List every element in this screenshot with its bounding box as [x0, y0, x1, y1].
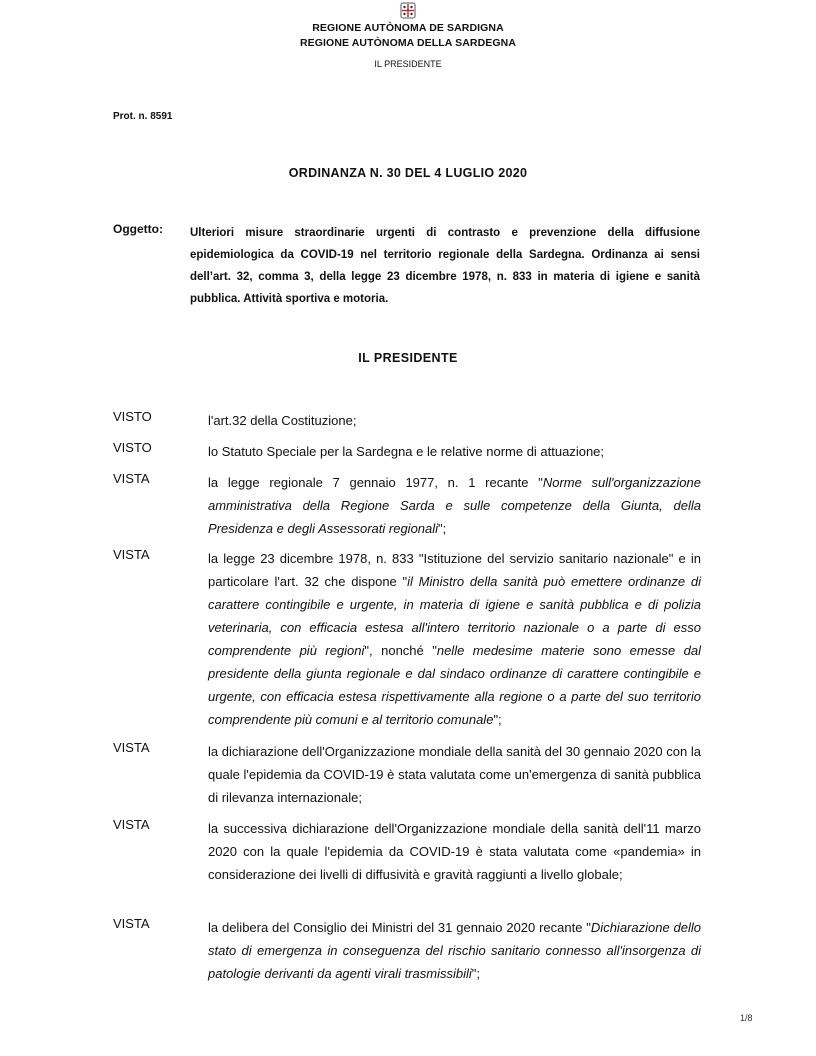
- provision-label: VISTA: [113, 471, 150, 486]
- provision-text-part: ";: [438, 521, 447, 536]
- provision-text-part: la dichiarazione dell'Organizzazione mondiale della sanità del 30 gennaio 2020 con la quale l'epidemia da COVID-19 è stata valutata come un'emergenza di sanità pubblica di rilevanza internazionale;: [208, 744, 701, 805]
- president-heading: IL PRESIDENTE: [358, 351, 458, 365]
- provision-text: [208, 817, 701, 886]
- provision-text-part: ";: [471, 966, 480, 981]
- provision-text-italic: Norme sull'organizzazione amministrativa della Regione Sarda e sulle competenze della Giunta, della Presidenza e degli Assessorati regionali: [208, 475, 701, 536]
- provision-label: VISTO: [113, 440, 152, 455]
- provision-text-italic: Dichiarazione dello stato di emergenza in conseguenza del rischio sanitario connesso all'insorgenza di patologie derivanti da agenti virali trasmissibili: [208, 920, 701, 981]
- provision-text-part: l'art.32 della Costituzione;: [208, 413, 357, 428]
- ordinance-title: ORDINANZA N. 30 DEL 4 LUGLIO 2020: [288, 166, 528, 180]
- provision-label: VISTA: [113, 916, 150, 931]
- header-office: IL PRESIDENTE: [374, 59, 442, 69]
- provision-text-italic: il Ministro della sanità può emettere ordinanze di carattere contingibile e urgente, in materia di igiene e sanità pubblica e di polizia veterinaria, con efficacia estesa all'intero territorio nazionale o a parte di esso comprendente più regioni: [208, 574, 701, 658]
- provision-text-part: ", nonché ": [364, 643, 437, 658]
- provision-text-italic: nelle medesime materie sono emesse dal presidente della giunta regionale e dal sindaco ordinanze di carattere contingibile e urgente, con efficacia estesa rispettivamente alla regione o a parte del suo territorio comprendente più comuni e al territorio comunale: [208, 643, 701, 727]
- provision-text-part: ";: [493, 712, 502, 727]
- provision-label: VISTA: [113, 817, 150, 832]
- provision-label: VISTO: [113, 409, 152, 424]
- provision-text-part: la legge 23 dicembre 1978, n. 833 "Istituzione del servizio sanitario nazionale" e in particolare l'art. 32 che dispone ": [208, 551, 701, 589]
- provision-text-part: lo Statuto Speciale per la Sardegna e le relative norme di attuazione;: [208, 444, 605, 459]
- provision-text-part: la legge regionale 7 gennaio 1977, n. 1 recante ": [208, 475, 543, 490]
- subject-text: Ulteriori misure straordinarie urgenti di contrasto e prevenzione della diffusione epidemiologica da COVID-19 nel territorio regionale della Sardegna. Ordinanza ai sensi dell’art. 32, comma 3, della legge 23 dicembre 1978, n. 833 in materia di igiene e sanità pubblica. Attività sportiva e motoria.: [190, 227, 700, 305]
- provision-text-part: la successiva dichiarazione dell'Organizzazione mondiale della sanità dell'11 marzo 2020 con la quale l'epidemia da COVID-19 è stata valutata come «pandemia» in considerazione dei livelli di diffusività e gravità raggiunti a livello globale;: [208, 821, 701, 882]
- provision-text-part: la delibera del Consiglio dei Ministri del 31 gennaio 2020 recante ": [208, 920, 591, 935]
- provision-label: VISTA: [113, 547, 150, 562]
- provision-text: [208, 440, 701, 463]
- provision-text: [208, 740, 701, 809]
- header-region-sardinian: REGIONE AUTÒNOMA DE SARDIGNA: [312, 22, 504, 34]
- subject-label: Oggetto:: [113, 222, 163, 236]
- provision-text: [208, 916, 701, 985]
- provision-text: [208, 409, 701, 432]
- header-region-italian: REGIONE AUTÒNOMA DELLA SARDEGNA: [299, 37, 517, 49]
- provision-text: [208, 471, 701, 540]
- page-number: 1/8: [740, 1013, 753, 1023]
- provision-text: [208, 547, 701, 731]
- region-emblem-icon: [397, 2, 419, 20]
- protocol-number: Prot. n. 8591: [113, 111, 173, 122]
- provision-label: VISTA: [113, 740, 150, 755]
